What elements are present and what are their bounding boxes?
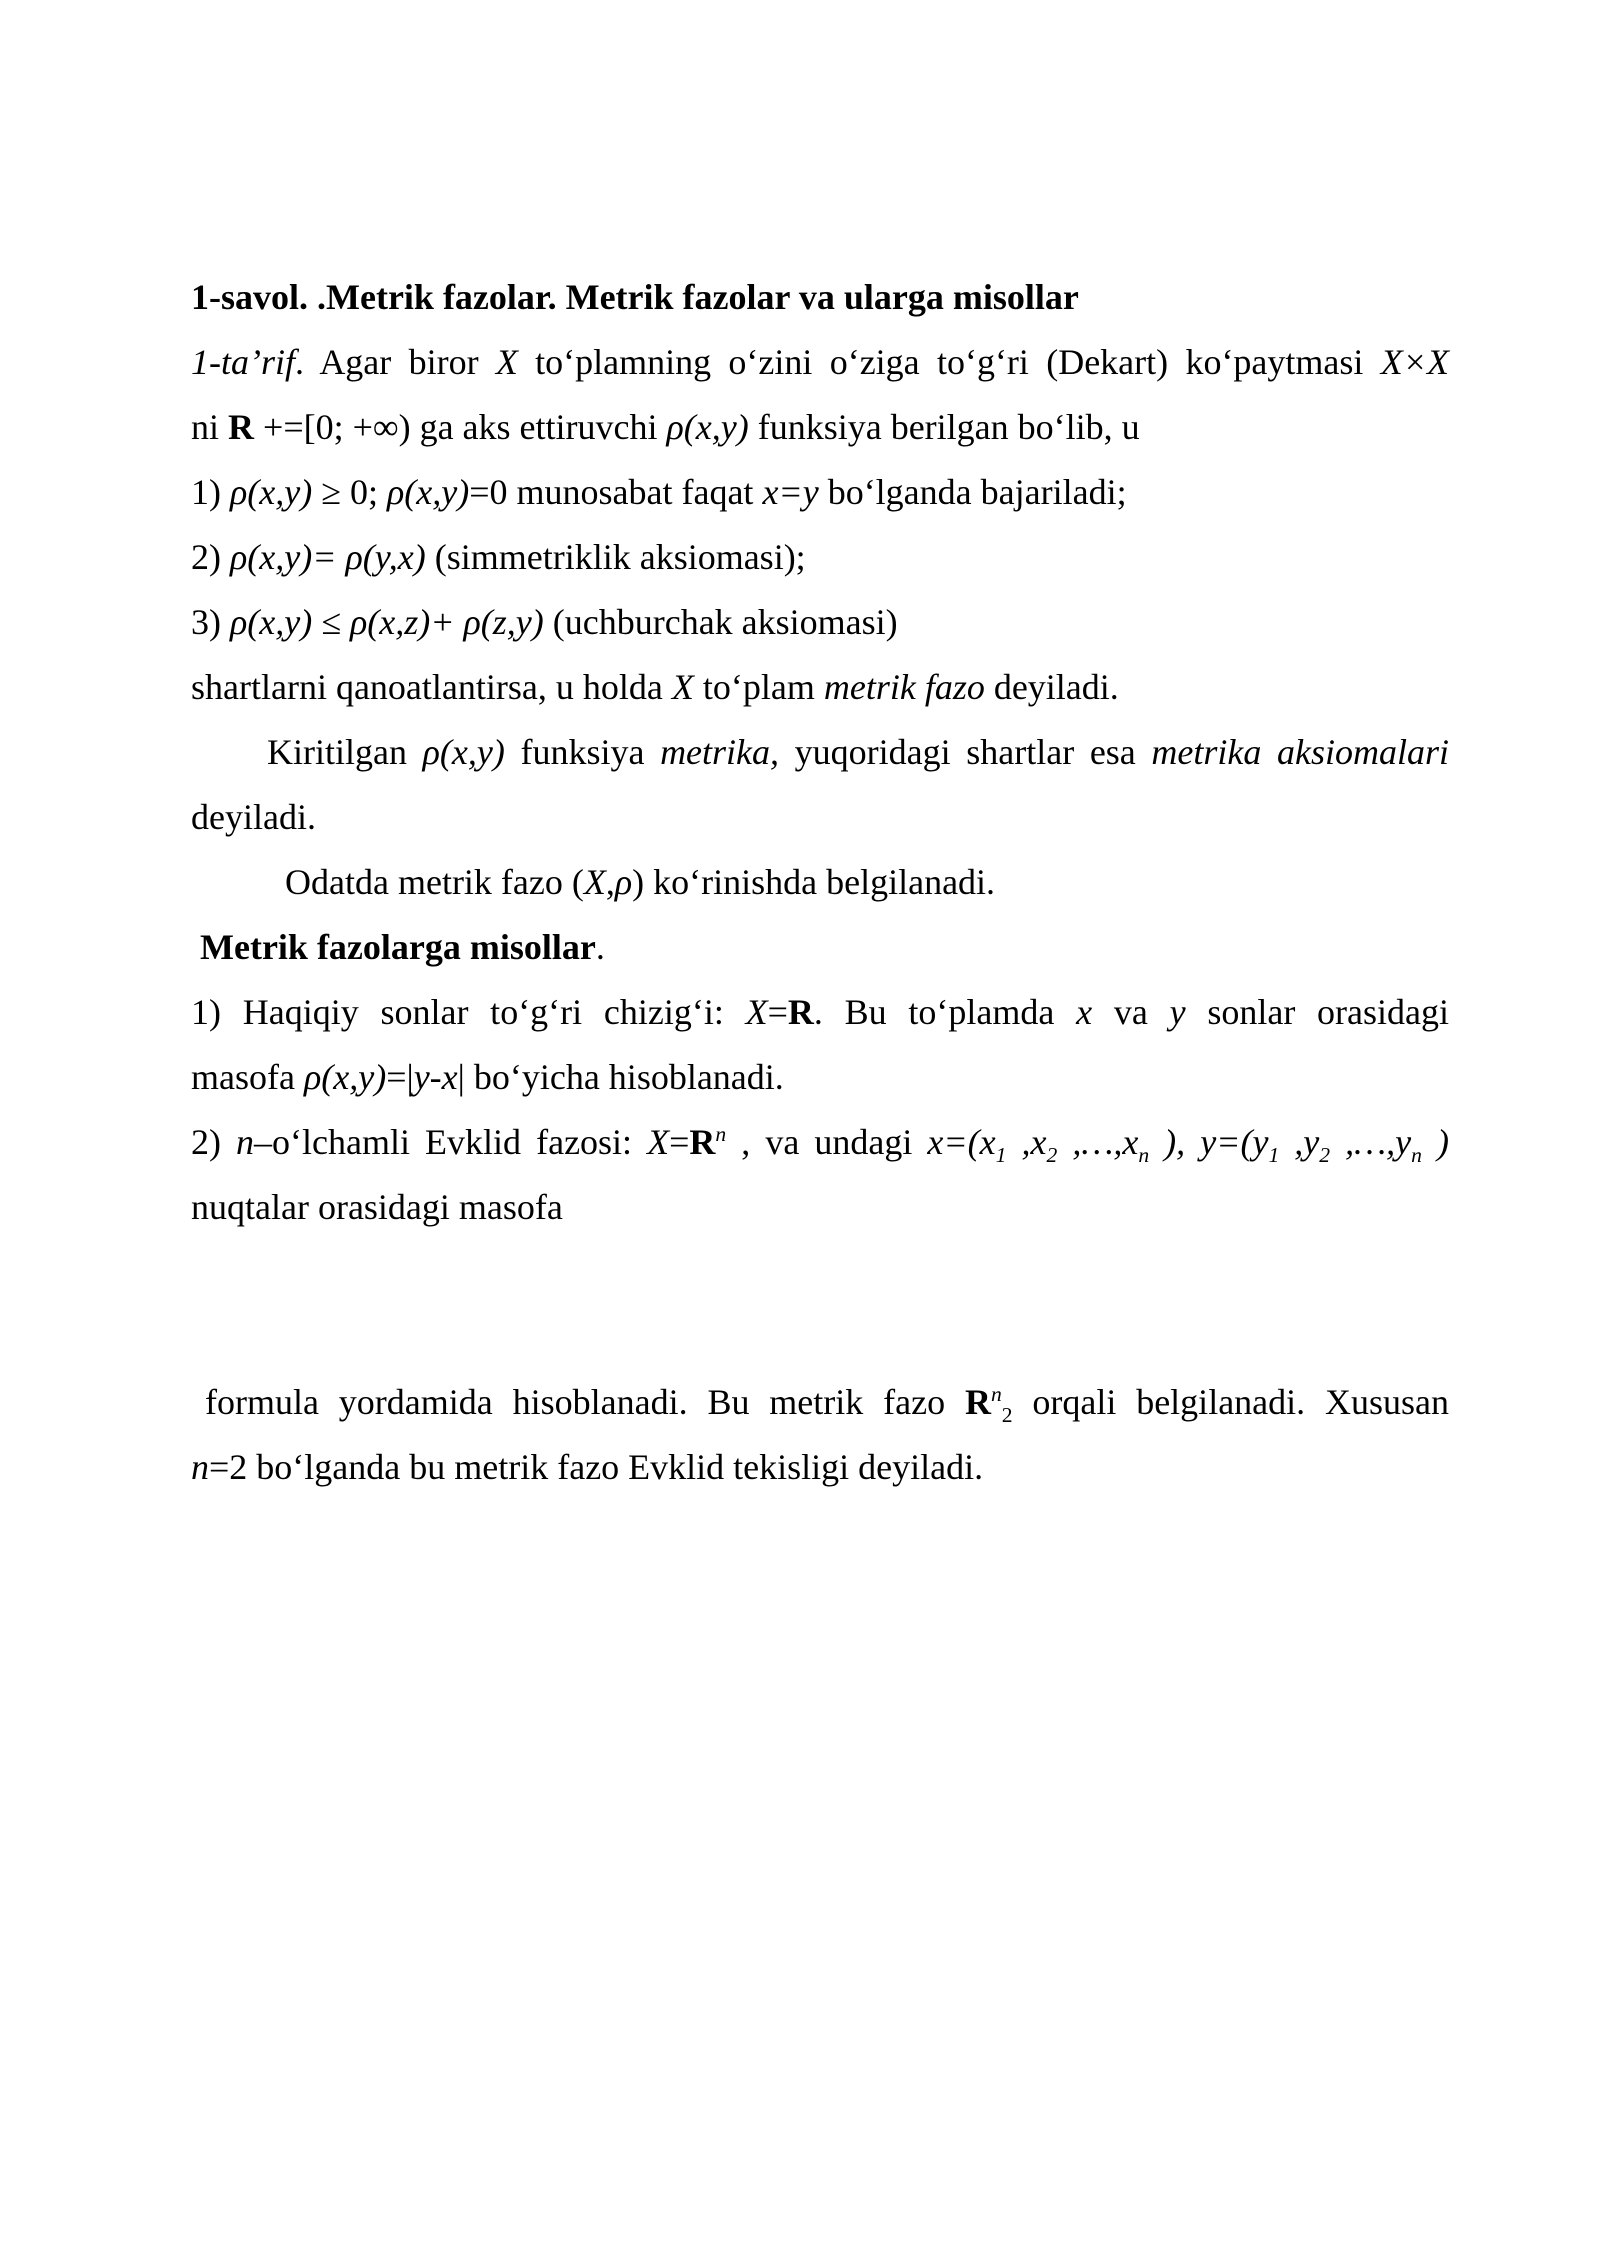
axiom-2: 2) ρ(x,y)= ρ(y,x) (simmetriklik aksiomasi); (191, 537, 806, 577)
axiom-1: 1) ρ(x,y) ≥ 0; ρ(x,y)=0 munosabat faqat x=y bo‘lganda bajariladi; (191, 472, 1127, 512)
document-content (191, 272, 1449, 1507)
example-1-line-1: 1) Haqiqiy sonlar to‘g‘ri chizig‘i: X=R. Bu to‘plamda x va y sonlar orasidagi (191, 992, 1450, 1032)
formula-gap (191, 1247, 1449, 1377)
metric-paragraph-line-2: deyiladi. (191, 797, 316, 837)
definition-line-2: ni R +=[0; +∞) ga aks ettiruvchi ρ(x,y) funksiya berilgan bo‘lib, u (191, 407, 1140, 447)
definition-conclusion: shartlarni qanoatlantirsa, u holda X to‘plam metrik fazo deyiladi. (191, 667, 1119, 707)
notation-paragraph: Odatda metrik fazo (X,ρ) ko‘rinishda belgilanadi. (285, 862, 996, 902)
examples-heading: Metrik fazolarga misollar. (200, 927, 605, 967)
example-2-continuation-line-1: formula yordamida hisoblanadi. Bu metrik fazo $R^n_2$ orqali belgilanadi. Xususan (205, 1382, 1449, 1428)
example-2-line-2: nuqtalar orasidagi masofa (191, 1187, 563, 1227)
section-title: 1-savol. .Metrik fazolar. Metrik fazolar va ularga misollar (191, 277, 1079, 317)
example-2-line-1: 2) n–o‘lchamli Evklid fazosi: $X=R^n$ , va undagi $x=(x_1$ $,x_2$ $,\dots,x_n$ ), $y=(y_1$ $,y_2$ $,\dots,y_n$ ) (191, 1122, 1449, 1168)
axiom-3: 3) ρ(x,y) ≤ ρ(x,z)+ ρ(z,y) (uchburchak aksiomasi) (191, 602, 898, 642)
example-1-line-2: masofa ρ(x,y)=|y-x| bo‘yicha hisoblanadi. (191, 1057, 784, 1097)
metric-paragraph-line-1: Kiritilgan ρ(x,y) funksiya metrika, yuqoridagi shartlar esa metrika aksiomalari (267, 732, 1449, 772)
definition-line-1: 1-ta’rif. Agar biror X to‘plamning o‘zini o‘ziga to‘g‘ri (Dekart) ko‘paytmasi X×X (191, 342, 1449, 382)
example-2-continuation-line-2: n=2 bo‘lganda bu metrik fazo Evklid tekisligi deyiladi. (191, 1447, 984, 1487)
